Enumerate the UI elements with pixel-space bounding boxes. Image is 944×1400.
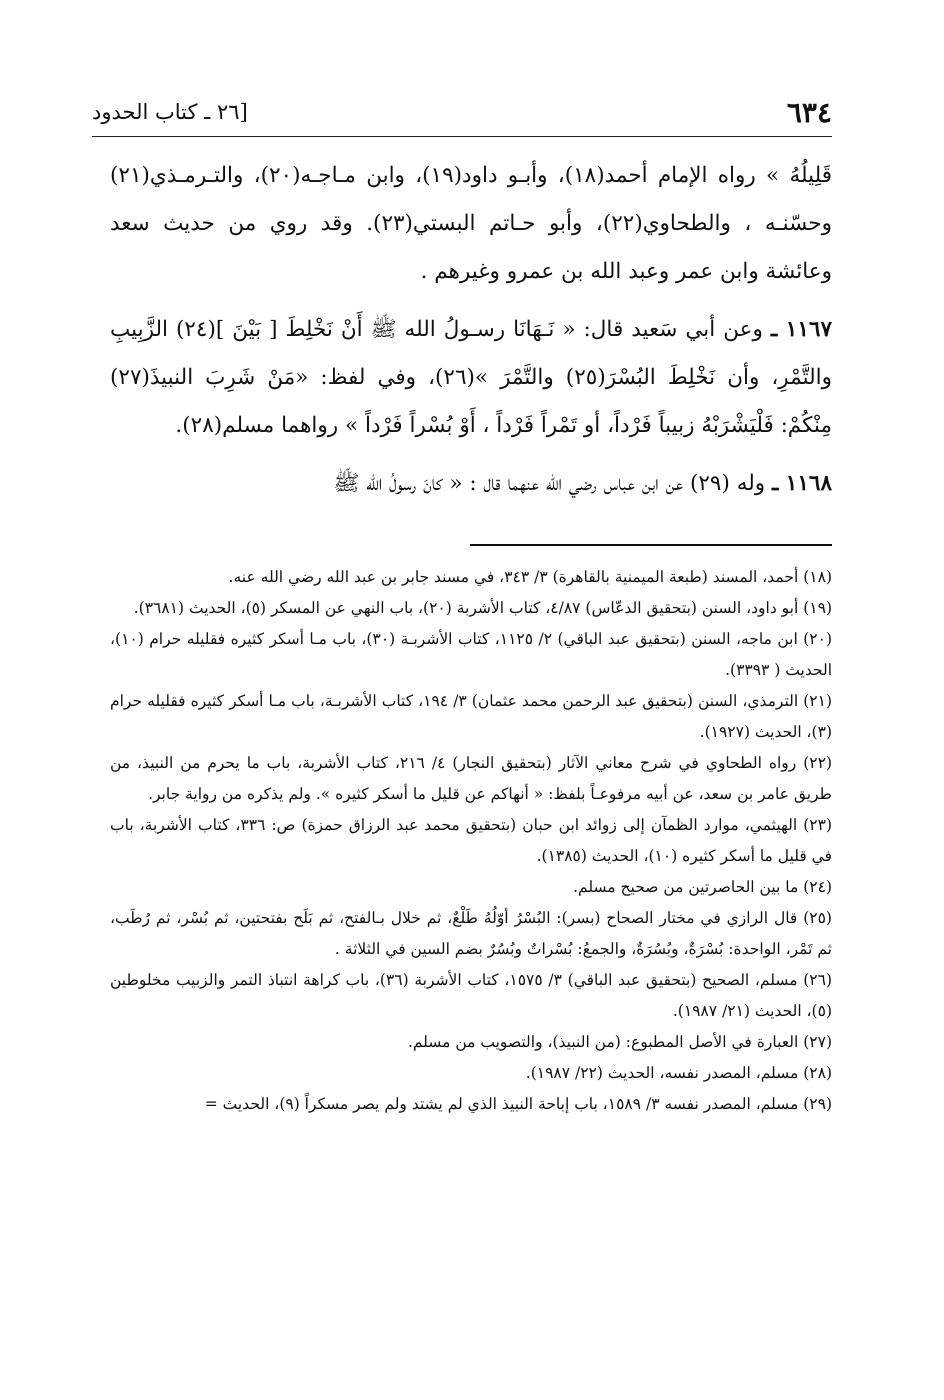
- footnote-text: ابن ماجه، السنن (بتحقيق عبد الباقي) ٢/ ١١٢٥، كتاب الأشربـة (٣٠)، باب مـا أسكر كثيره فقليله حرام (١٠)، الحديث ( ٣٣٩٣).: [110, 630, 832, 679]
- footnote: [110, 903, 832, 965]
- footnote-number: (٢٩): [803, 1095, 832, 1113]
- hadith-text: وعن أبي سَعيد قال: « نَـهَانَا رسـولُ الله ﷺ أَنْ نَخْلِطَ [ بَيْنَ ](٢٤) الزَّبِيبِ والتَّمْرِ، وأن نَخْلِطَ البُسْرَ(٢٥) والتَّمْرَ »(٢٦)، وفي لفظ: «مَنْ شَرِبَ النبيذَ(٢٧) مِنْكُمْ: فَلْيَشْرَبْهُ زبيباً فَرْداً، أو تَمْراً فَرْداً ، أَوْ بُسْراً فَرْداً » رواهما مسلم(٢٨).: [110, 317, 832, 438]
- footnote: [110, 748, 832, 810]
- page-number: ٦٣٤: [786, 96, 832, 129]
- footnote-text: أبو داود، السنن (بتحقيق الدعّاس) ٤/٨٧، كتاب الأشربة (٢٠)، باب النهي عن المسكر (٥)، الحديث (٣٦٨١).: [133, 599, 799, 617]
- hadith-number: ١١٦٨ ـ: [772, 471, 832, 496]
- footnote-number: (١٩): [803, 599, 832, 617]
- hadith-1167: [110, 306, 832, 450]
- footnote-text: الترمذي، السنن (بتحقيق عبد الرحمن محمد عثمان) ٣/ ١٩٤، كتاب الأشربـة، باب مـا أسكر كثيره فقليله حرام (٣)، الحديث (١٩٢٧).: [110, 692, 832, 741]
- footnotes: [110, 562, 832, 1120]
- chapter-title: [٢٦ ـ كتاب الحدود: [92, 100, 248, 124]
- footnote-text: الهيثمي، موارد الظمآن إلى زوائد ابن حبان (بتحقيق محمد عبد الرزاق حمزة) ص: ٣٣٦، كتاب الأشربة، باب في قليل ما أسكر كثيره (١٠)، الحديث (١٣٨٥).: [110, 816, 832, 865]
- footnote-number: (٢٣): [803, 816, 832, 834]
- footnote-number: (٢٥): [803, 909, 832, 927]
- footnote-text: أحمد، المسند (طبعة الميمنية بالقاهرة) ٣/ ٣٤٣، في مسند جابر بن عبد الله رضي الله عنه.: [228, 568, 799, 586]
- footnote-number: (٢١): [803, 692, 833, 710]
- page-header: [92, 96, 832, 137]
- footnote-number: (٢٢): [803, 754, 832, 772]
- footnote-number: (٢٤): [803, 878, 832, 896]
- footnote-number: (١٨): [803, 568, 832, 586]
- footnote-text: العبارة في الأصل المطبوع: (من النبيذ)، والتصويب من مسلم.: [407, 1033, 799, 1051]
- footnote-text: مسلم، المصدر نفسه، الحديث (٢٢/ ١٩٨٧).: [525, 1064, 799, 1082]
- paragraph-1: قَلِيلُهُ » رواه الإمام أحمد(١٨)، وأبـو داود(١٩)، وابن مـاجـه(٢٠)، والتـرمـذي(٢١) وحسّنـه ، والطحاوي(٢٢)، وأبو حـاتم البستي(٢٣). وقد روي من حديث سعد وعائشة وابن عمر وعبد الله بن عمرو وغيرهم .: [110, 163, 832, 284]
- main-text: [110, 152, 832, 518]
- footnote: [110, 1027, 832, 1058]
- footnote: [110, 686, 832, 748]
- footnote-text: ما بين الحاصرتين من صحيح مسلم.: [573, 878, 799, 896]
- footnote: [110, 810, 832, 872]
- footnote: [110, 593, 832, 624]
- hadith-number: ١١٦٧ ـ: [770, 317, 832, 342]
- footnote: [110, 965, 832, 1027]
- footnote-number: (٢٨): [803, 1064, 832, 1082]
- footnote-number: (٢٧): [803, 1033, 832, 1051]
- footnote: [110, 562, 832, 593]
- hadith-1168: [110, 460, 832, 508]
- footnote-number: (٢٠): [803, 630, 832, 648]
- footnote-text: مسلم، الصحيح (بتحقيق عبد الباقي) ٣/ ١٥٧٥، كتاب الأشربة (٣٦)، باب كراهة انتباذ التمر والزبيب مخلوطين (٥)، الحديث (٢١/ ١٩٨٧).: [110, 971, 832, 1020]
- footnote-text: قال الرازي في مختار الصحاح (بسر): البُسْرُ أوّلُهُ طَلْعٌ، ثم خلال بـالفتح، ثم بَلَح بفتحتين، ثم بُسْر، ثم رُطَب، ثم تَمْر، الواحدة: بُسْرَةٌ، وبُسُرَةٌ، والجمعُ: بُسْراتٌ وبُسُرٌ بضم السين في الثلاثة .: [110, 909, 832, 958]
- hadith-text: وله (٢٩) عن ابن عباس رضي الله عنهما قال : « كانَ رسولُ الله ﷺ: [333, 471, 766, 496]
- footnote: [110, 872, 832, 903]
- footnote: [110, 1058, 832, 1089]
- footnote: [110, 624, 832, 686]
- footnote-number: (٢٦): [803, 971, 832, 989]
- footnote-divider: [470, 544, 832, 546]
- footnote-text: رواه الطحاوي في شرح معاني الآثار (بتحقيق النجار) ٤/ ٢١٦، كتاب الأشربة، باب ما يحرم من النبيذ، من طريق عامر بن سعد، عن أبيه مرفوعـاً بلفظ: « أنهاكم عن قليل ما أسكر كثيره ». ولم يذكره من رواية جابر.: [110, 754, 832, 803]
- footnote-text: مسلم، المصدر نفسه ٣/ ١٥٨٩، باب إباحة النبيذ الذي لم يشتد ولم يصر مسكراً (٩)، الحديث =: [204, 1095, 799, 1113]
- footnote: [110, 1089, 832, 1120]
